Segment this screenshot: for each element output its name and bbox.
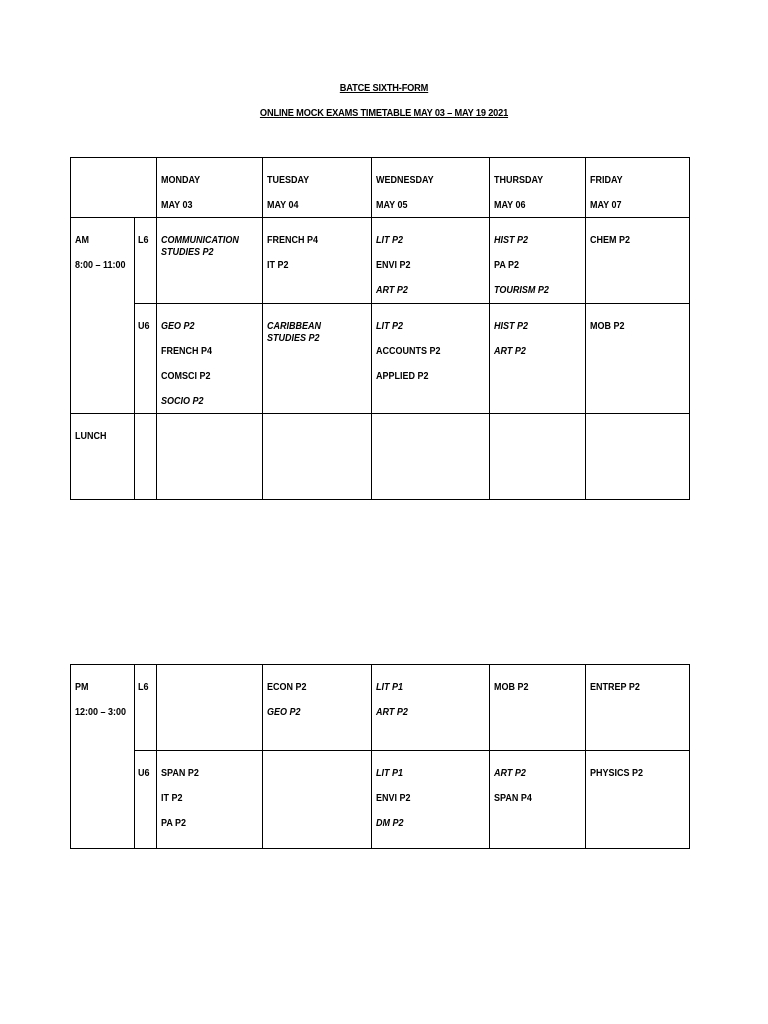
pm-l6-row [71,665,690,751]
day-header-monday: MONDAY MAY 03 [157,158,263,218]
am-session-cell: AM 8:00 – 11:00 [71,218,135,414]
am-l6-thursday: HIST P2 PA P2 TOURISM P2 [490,218,586,304]
pm-l6-friday: ENTREP P2 [586,665,690,751]
lunch-label-cell: LUNCH [71,414,135,500]
pm-l6-wednesday: LIT P1 ART P2 [372,665,490,751]
document-title: BATCE SIXTH-FORM [339,82,429,94]
pm-u6-monday: SPAN P2 IT P2 PA P2 [157,751,263,849]
pm-u6-row [71,751,690,849]
lunch-monday [157,414,263,500]
pm-u6-label: U6 [135,751,157,849]
pm-l6-tuesday: ECON P2 GEO P2 [263,665,372,751]
pm-l6-thursday: MOB P2 [490,665,586,751]
lunch-row [71,414,690,500]
pm-timetable [70,664,690,849]
pm-u6-wednesday: LIT P1 ENVI P2 DM P2 [372,751,490,849]
lunch-empty-cell [135,414,157,500]
day-header-friday: FRIDAY MAY 07 [586,158,690,218]
pm-u6-tuesday [263,751,372,849]
am-timetable [70,157,690,500]
am-u6-row [71,304,690,414]
am-u6-monday: GEO P2 FRENCH P4 COMSCI P2 SOCIO P2 [157,304,263,414]
am-u6-tuesday: CARIBBEAN STUDIES P2 [263,304,372,414]
pm-u6-friday: PHYSICS P2 [586,751,690,849]
lunch-wednesday [372,414,490,500]
pm-u6-thursday: ART P2 SPAN P4 [490,751,586,849]
pm-session-cell: PM 12:00 – 3:00 [71,665,135,849]
am-l6-tuesday: FRENCH P4 IT P2 [263,218,372,304]
lunch-friday [586,414,690,500]
corner-cell [71,158,157,218]
day-header-row [71,158,690,218]
am-u6-label: U6 [135,304,157,414]
day-header-tuesday: TUESDAY MAY 04 [263,158,372,218]
am-u6-wednesday: LIT P2 ACCOUNTS P2 APPLIED P2 [372,304,490,414]
am-l6-row [71,218,690,304]
am-l6-monday: COMMUNICATION STUDIES P2 [157,218,263,304]
pm-l6-monday [157,665,263,751]
lunch-thursday [490,414,586,500]
am-l6-wednesday: LIT P2 ENVI P2 ART P2 [372,218,490,304]
pm-l6-label: L6 [135,665,157,751]
am-u6-thursday: HIST P2 ART P2 [490,304,586,414]
am-l6-friday: CHEM P2 [586,218,690,304]
lunch-tuesday [263,414,372,500]
document-subtitle: ONLINE MOCK EXAMS TIMETABLE MAY 03 – MAY 19 2021 [259,107,509,119]
day-header-thursday: THURSDAY MAY 06 [490,158,586,218]
day-header-wednesday: WEDNESDAY MAY 05 [372,158,490,218]
am-u6-friday: MOB P2 [586,304,690,414]
am-l6-label: L6 [135,218,157,304]
